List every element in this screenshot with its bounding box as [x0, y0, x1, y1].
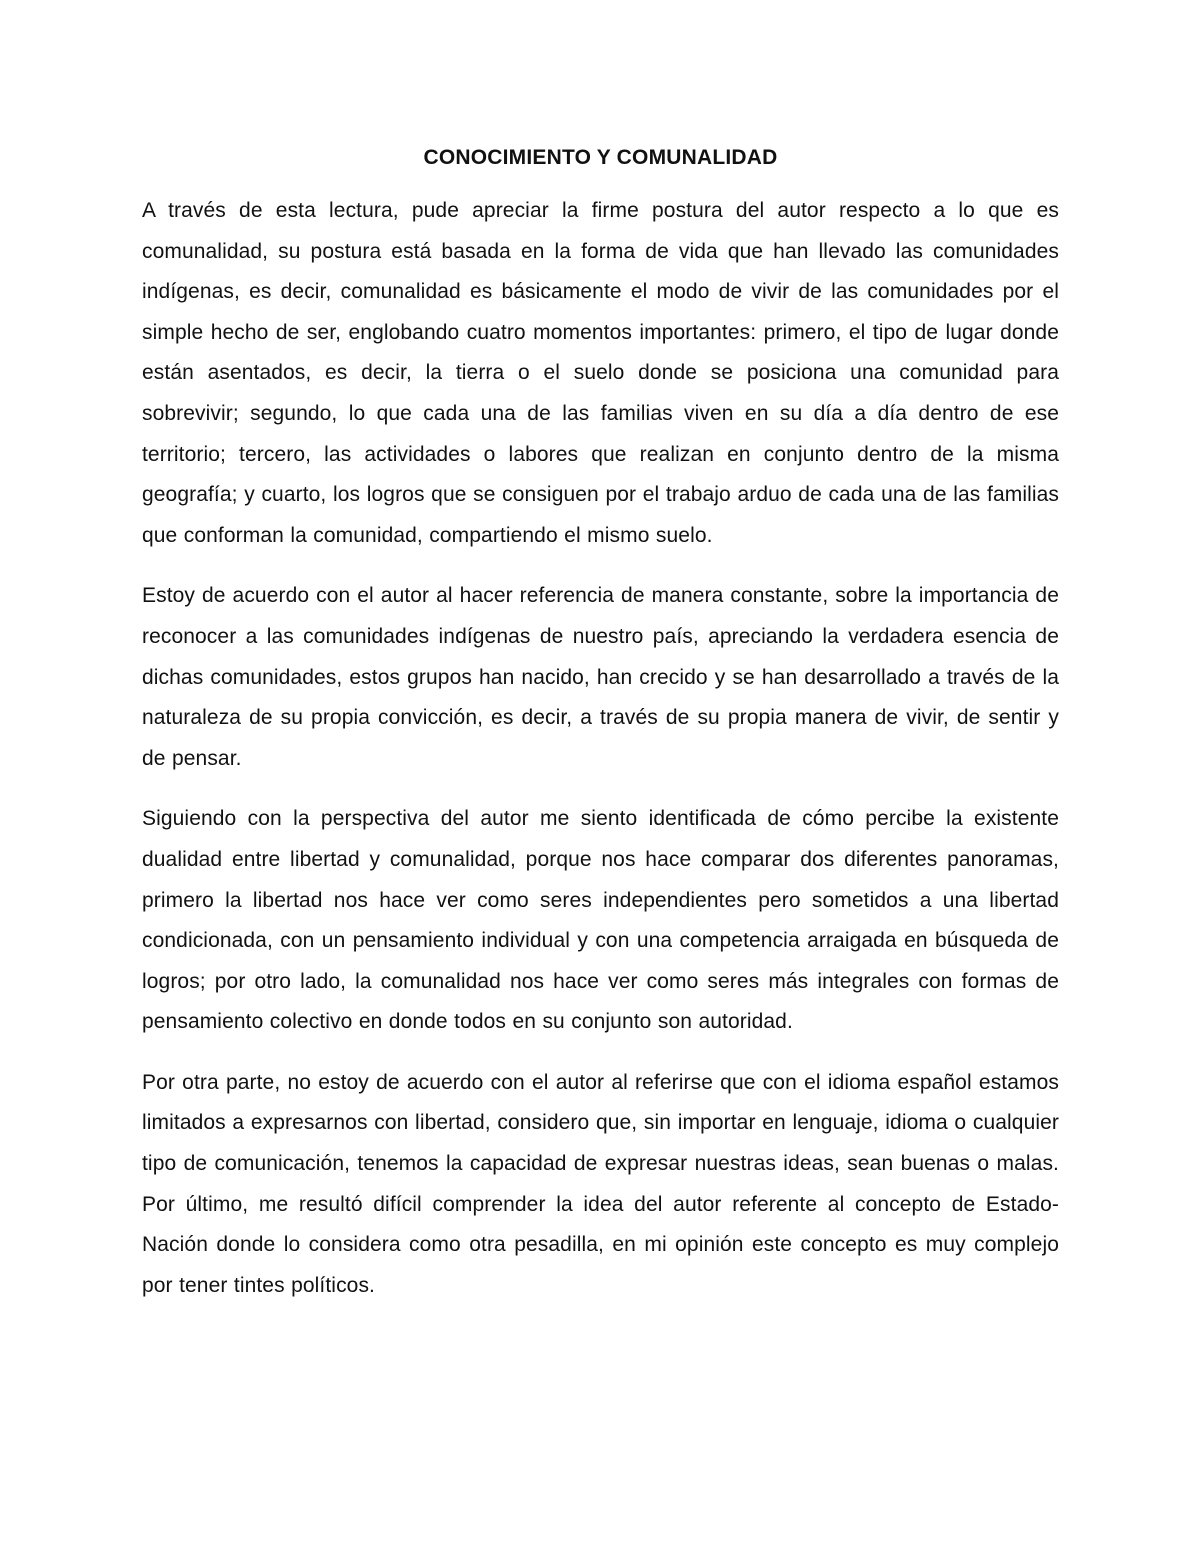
- paragraph-4: Por otra parte, no estoy de acuerdo con el autor al referirse que con el idioma español estamos limitados a expresarnos con libertad, considero que, sin importar en lenguaje, idioma o cualquier tipo de comunicación, tenemos la capacidad de expresar nuestras ideas, sean buenas o malas. Por último, me resultó difícil comprender la idea del autor referente al concepto de Estado-Nación donde lo considera como otra pesadilla, en mi opinión este concepto es muy complejo por tener tintes políticos.: [142, 1070, 1059, 1297]
- document-body: [142, 139, 1059, 1326]
- paragraph-3: Siguiendo con la perspectiva del autor me siento identificada de cómo percibe la existente dualidad entre libertad y comunalidad, porque nos hace comparar dos diferentes panoramas, primero la libertad nos hace ver como seres independientes pero sometidos a una libertad condicionada, con un pensamiento individual y con una competencia arraigada en búsqueda de logros; por otro lado, la comunalidad nos hace ver como seres más integrales con formas de pensamiento colectivo en donde todos en su conjunto son autoridad.: [142, 807, 1059, 1034]
- paragraph-1: A través de esta lectura, pude apreciar la firme postura del autor respecto a lo que es comunalidad, su postura está basada en la forma de vida que han llevado las comunidades indígenas, es decir, comunalidad es básicamente el modo de vivir de las comunidades por el simple hecho de ser, englobando cuatro momentos importantes: primero, el tipo de lugar donde están asentados, es decir, la tierra o el suelo donde se posiciona una comunidad para sobrevivir; segundo, lo que cada una de las familias viven en su día a día dentro de ese territorio; tercero, las actividades o labores que realizan en conjunto dentro de la misma geografía; y cuarto, los logros que se consiguen por el trabajo arduo de cada una de las familias que conforman la comunidad, compartiendo el mismo suelo.: [142, 199, 1059, 547]
- document-title: CONOCIMIENTO Y COMUNALIDAD: [423, 146, 778, 169]
- paragraph-2: Estoy de acuerdo con el autor al hacer referencia de manera constante, sobre la importancia de reconocer a las comunidades indígenas de nuestro país, apreciando la verdadera esencia de dichas comunidades, estos grupos han nacido, han crecido y se han desarrollado a través de la naturaleza de su propia convicción, es decir, a través de su propia manera de vivir, de sentir y de pensar.: [142, 584, 1059, 770]
